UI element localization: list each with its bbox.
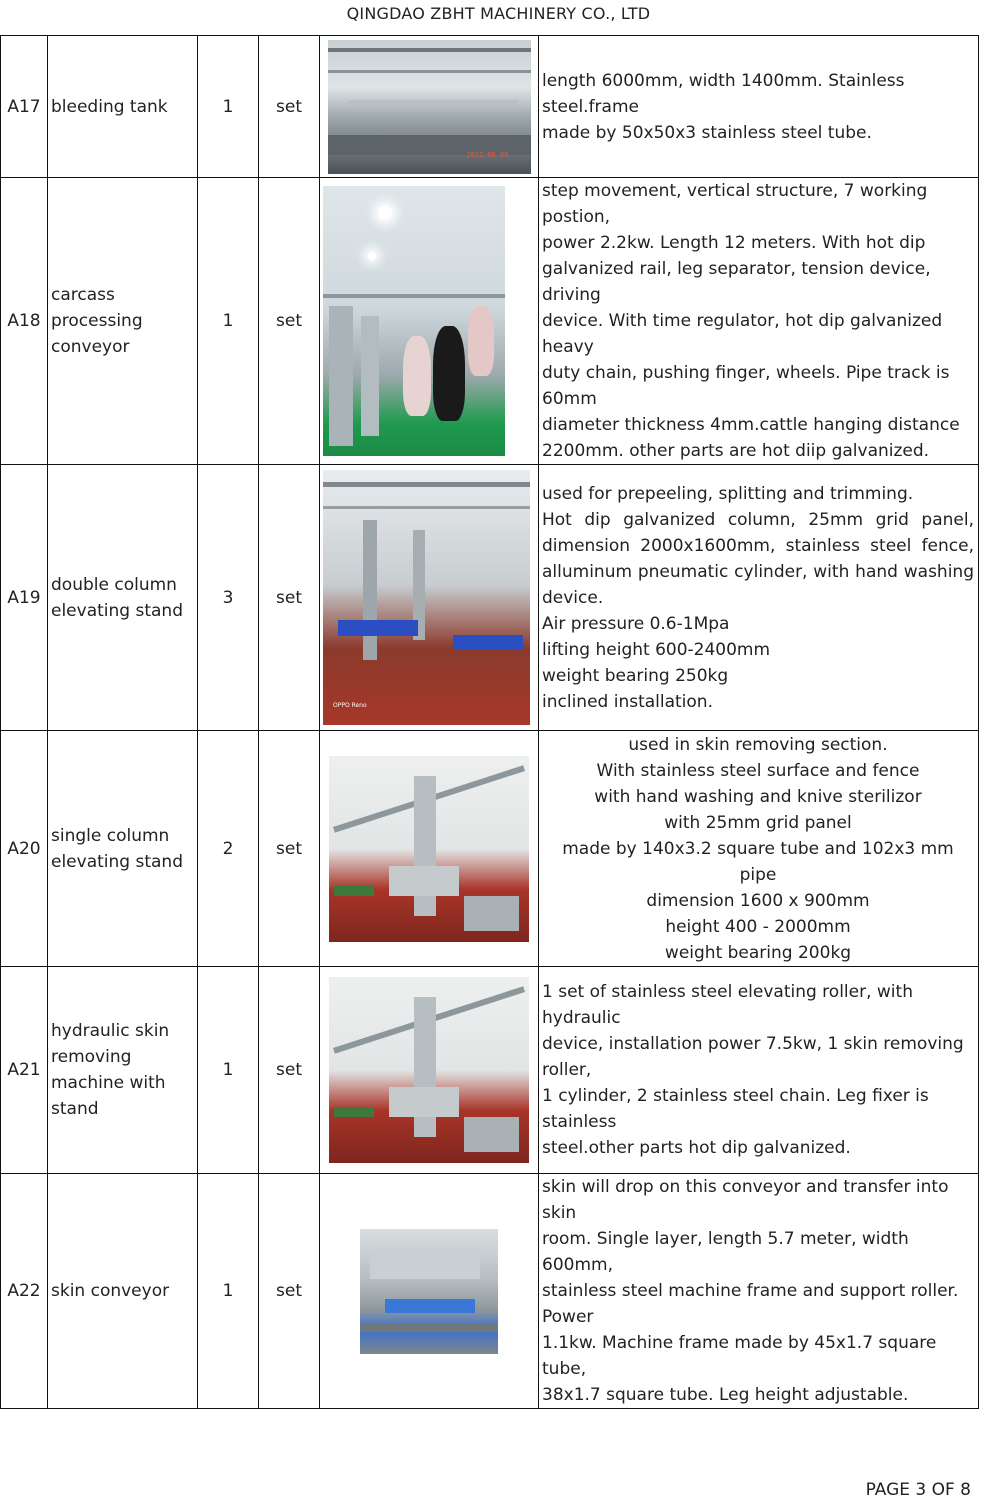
item-qty: 1 (198, 178, 259, 465)
carcass-conveyor-photo (323, 186, 505, 456)
description-line: 1 cylinder, 2 stainless steel chain. Leg fixer is stainless (542, 1086, 929, 1132)
item-name-line: skin conveyor (51, 1281, 170, 1301)
description-line: used for prepeeling, splitting and trimming. (542, 483, 914, 504)
item-unit: set (259, 967, 320, 1174)
description-line: weight bearing 250kg (542, 665, 729, 686)
description-line: duty chain, pushing finger, wheels. Pipe track is 60mm (542, 363, 950, 409)
item-name (48, 36, 198, 178)
item-description (539, 178, 979, 465)
company-header: QINGDAO ZBHT MACHINERY CO., LTD (346, 4, 651, 23)
item-name-line: bleeding tank (51, 96, 168, 117)
item-qty: 1 (198, 967, 259, 1174)
description-line: device, installation power 7.5kw, 1 skin removing roller, (542, 1034, 964, 1080)
item-unit: set (259, 178, 320, 465)
item-name (48, 731, 198, 967)
item-description (539, 465, 979, 731)
hydraulic-skin-remover-photo (329, 977, 529, 1163)
description-line: made by 50x50x3 stainless steel tube. (542, 122, 872, 143)
item-unit: set (259, 731, 320, 967)
item-name-line: carcass (51, 285, 115, 305)
description-line: With stainless steel surface and fence (596, 760, 920, 781)
table-row (1, 36, 979, 178)
item-name-line: hydraulic skin (51, 1021, 170, 1041)
table-row (1, 465, 979, 731)
item-unit: set (259, 1174, 320, 1409)
description-line: 1.1kw. Machine frame made by 45x1.7 square tube, (542, 1333, 937, 1379)
item-qty: 3 (198, 465, 259, 731)
description-line: used in skin removing section. (628, 734, 888, 755)
item-photo-cell (320, 178, 539, 465)
description-line: length 6000mm, width 1400mm. Stainless steel.frame (542, 70, 905, 117)
description-line: inclined installation. (542, 691, 713, 712)
item-unit: set (259, 36, 320, 178)
item-name (48, 967, 198, 1174)
item-name-line: single column (51, 825, 170, 846)
description-line: 2200mm. other parts are hot diip galvanized. (542, 441, 930, 461)
description-line: dimension 1600 x 900mm (646, 890, 870, 911)
item-name-line: elevating stand (51, 851, 183, 872)
item-name (48, 1174, 198, 1409)
item-photo-cell (320, 1174, 539, 1409)
description-line: step movement, vertical structure, 7 working postion, (542, 181, 928, 227)
description-line: 1 set of stainless steel elevating roller, with hydraulic (542, 982, 913, 1028)
table-row (1, 731, 979, 967)
description-line: alluminum pneumatic cylinder, with hand washing (542, 561, 974, 582)
item-name (48, 178, 198, 465)
description-line: skin will drop on this conveyor and transfer into skin (542, 1177, 949, 1223)
description-line: made by 140x3.2 square tube and 102x3 mm pipe (562, 838, 954, 885)
description-line: steel.other parts hot dip galvanized. (542, 1138, 851, 1158)
item-photo-cell (320, 967, 539, 1174)
item-name-line: removing (51, 1047, 132, 1067)
item-code: A22 (1, 1174, 48, 1409)
photo-watermark: OPPO Reno (333, 702, 367, 709)
item-photo-cell (320, 465, 539, 731)
item-code: A17 (1, 36, 48, 178)
item-description (539, 1174, 979, 1409)
description-line: diameter thickness 4mm.cattle hanging distance (542, 415, 960, 435)
item-name (48, 465, 198, 731)
description-line: Air pressure 0.6-1Mpa (542, 613, 730, 634)
item-name-line: machine with (51, 1073, 166, 1093)
table-row (1, 1174, 979, 1409)
description-line: Hot dip galvanized column, 25mm grid panel, (542, 509, 974, 530)
item-qty: 1 (198, 1174, 259, 1409)
item-photo-cell (320, 731, 539, 967)
item-name-line: elevating stand (51, 600, 183, 621)
description-line: with hand washing and knive sterilizor (594, 786, 922, 807)
description-line: weight bearing 200kg (664, 942, 852, 963)
description-line: device. (542, 587, 604, 608)
bleeding-tank-photo (328, 40, 531, 174)
item-description (539, 967, 979, 1174)
table-row (1, 967, 979, 1174)
item-name-line: double column (51, 574, 177, 595)
equipment-table (0, 35, 979, 1409)
item-description (539, 36, 979, 178)
description-line: device. With time regulator, hot dip galvanized heavy (542, 311, 943, 357)
double-column-stand-photo (323, 470, 530, 725)
skin-conveyor-photo (360, 1229, 498, 1354)
item-photo-cell (320, 36, 539, 178)
description-line: room. Single layer, length 5.7 meter, width 600mm, (542, 1229, 909, 1275)
item-code: A21 (1, 967, 48, 1174)
description-line: power 2.2kw. Length 12 meters. With hot dip (542, 233, 926, 253)
description-line: stainless steel machine frame and support roller. Power (542, 1281, 959, 1327)
item-name-line: processing (51, 311, 143, 331)
description-line: galvanized rail, leg separator, tension device, driving (542, 259, 931, 305)
item-code: A20 (1, 731, 48, 967)
item-name-line: conveyor (51, 337, 130, 357)
item-qty: 1 (198, 36, 259, 178)
item-code: A18 (1, 178, 48, 465)
item-code: A19 (1, 465, 48, 731)
item-qty: 2 (198, 731, 259, 967)
single-column-stand-photo (329, 756, 529, 942)
description-line: with 25mm grid panel (664, 812, 852, 833)
item-unit: set (259, 465, 320, 731)
item-description (539, 731, 979, 967)
description-line: dimension 2000x1600mm, stainless steel fence, (542, 535, 974, 556)
description-line: height 400 - 2000mm (665, 916, 851, 937)
description-line: 38x1.7 square tube. Leg height adjustable. (542, 1385, 909, 1405)
photo-date-stamp: 2012 06 06 (466, 150, 509, 159)
page-number: PAGE 3 OF 8 (865, 1480, 971, 1500)
table-row (1, 178, 979, 465)
item-name-line: stand (51, 1099, 99, 1119)
description-line: lifting height 600-2400mm (542, 639, 771, 660)
